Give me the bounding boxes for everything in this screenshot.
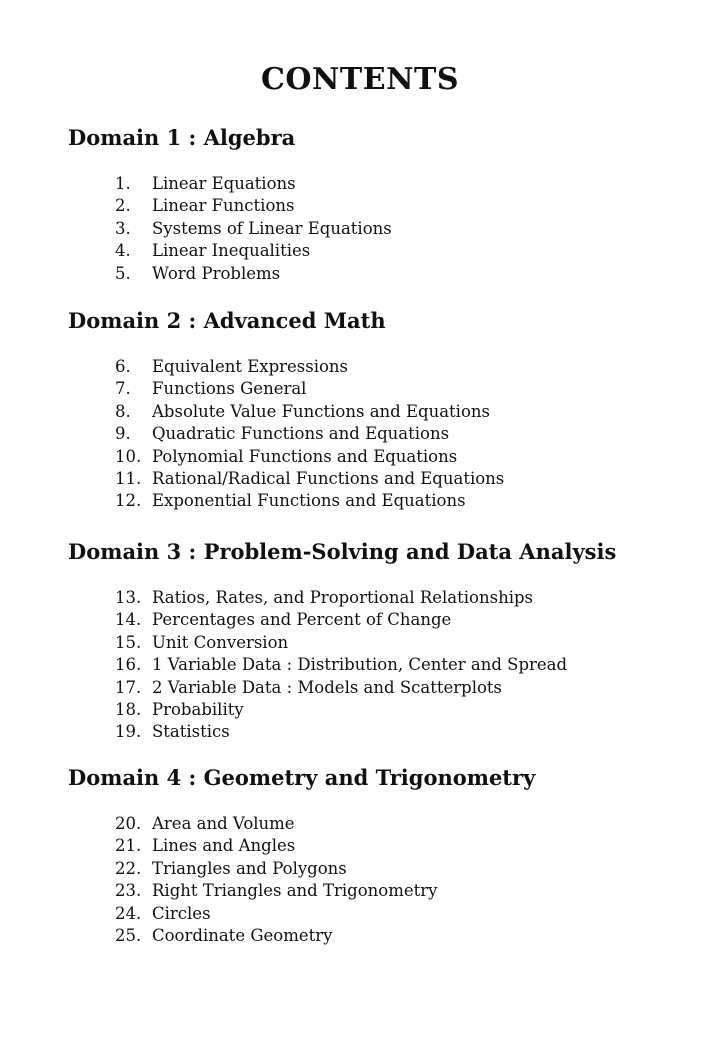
- topic-label: Linear Inequalities: [152, 241, 311, 261]
- topic-number: 16.: [115, 655, 142, 675]
- topic-number: 14.: [115, 610, 142, 630]
- domain-heading: Domain 4 : Geometry and Trigonometry: [68, 765, 536, 790]
- topic-label: 1 Variable Data : Distribution, Center and Spread: [152, 655, 568, 675]
- topic-item: [68, 446, 698, 468]
- topic-item: [68, 677, 698, 699]
- topic-number: 5.: [115, 263, 131, 283]
- topic-label: Equivalent Expressions: [152, 357, 349, 376]
- topic-number: 23.: [115, 881, 142, 901]
- topic-number: 24.: [115, 903, 142, 923]
- topic-number: 6.: [115, 357, 131, 376]
- topic-item: [68, 401, 698, 423]
- topic-number: 11.: [115, 468, 142, 488]
- topic-label: Polynomial Functions and Equations: [152, 446, 458, 466]
- topic-label: Area and Volume: [152, 814, 295, 833]
- topic-item: [68, 654, 698, 676]
- topic-label: Right Triangles and Trigonometry: [152, 881, 438, 901]
- topic-number: 8.: [115, 401, 131, 421]
- domain-section-geometry: [68, 764, 698, 947]
- topic-number: 10.: [115, 446, 142, 466]
- topic-number: 13.: [115, 588, 142, 607]
- topic-number: 25.: [115, 925, 142, 945]
- topic-item: [68, 632, 698, 654]
- topic-list: [68, 173, 698, 285]
- topic-item: [68, 240, 698, 262]
- topic-number: 2.: [115, 196, 131, 216]
- topic-item: [68, 835, 698, 857]
- topic-number: 22.: [115, 858, 142, 878]
- topic-item: [68, 858, 698, 880]
- topic-item: [68, 423, 698, 445]
- topic-number: 1.: [115, 174, 131, 193]
- topic-label: Word Problems: [152, 263, 281, 283]
- topic-number: 9.: [115, 424, 131, 444]
- topic-label: Percentages and Percent of Change: [152, 610, 452, 630]
- topic-label: 2 Variable Data : Models and Scatterplots: [152, 677, 502, 697]
- topic-number: 17.: [115, 677, 142, 697]
- domain-heading: Domain 3 : Problem-Solving and Data Analysis: [68, 539, 617, 564]
- domain-heading: Domain 2 : Advanced Math: [68, 308, 386, 333]
- page-title: CONTENTS: [260, 62, 460, 97]
- topic-label: Ratios, Rates, and Proportional Relationships: [152, 588, 534, 607]
- topic-number: 7.: [115, 379, 131, 399]
- topic-label: Quadratic Functions and Equations: [152, 424, 450, 444]
- topic-number: 20.: [115, 814, 142, 833]
- topic-label: Functions General: [152, 379, 307, 399]
- topic-item: [68, 925, 698, 947]
- topic-label: Linear Equations: [152, 174, 296, 193]
- topic-label: Rational/Radical Functions and Equations: [152, 468, 505, 488]
- domain-heading: Domain 1 : Algebra: [68, 125, 296, 150]
- topic-number: 4.: [115, 241, 131, 261]
- topic-item: [68, 587, 698, 609]
- topic-item: [68, 880, 698, 902]
- topic-item: [68, 356, 698, 378]
- topic-label: Unit Conversion: [152, 632, 289, 652]
- topic-item: [68, 813, 698, 835]
- topic-label: Absolute Value Functions and Equations: [152, 401, 490, 421]
- topic-label: Coordinate Geometry: [152, 925, 333, 945]
- topic-item: [68, 721, 698, 743]
- domain-section-problem-solving: [68, 538, 698, 744]
- topic-number: 18.: [115, 699, 142, 719]
- topic-list: [68, 356, 698, 513]
- topic-list: [68, 813, 698, 947]
- topic-item: [68, 378, 698, 400]
- topic-label: Probability: [152, 699, 244, 719]
- domain-section-algebra: [68, 124, 698, 285]
- topic-label: Statistics: [152, 722, 230, 742]
- topic-item: [68, 468, 698, 490]
- topic-number: 12.: [115, 491, 142, 511]
- topic-list: [68, 587, 698, 744]
- topic-item: [68, 609, 698, 631]
- topic-item: [68, 173, 698, 195]
- topic-label: Lines and Angles: [152, 836, 296, 856]
- topic-label: Systems of Linear Equations: [152, 218, 392, 238]
- topic-item: [68, 490, 698, 512]
- topic-number: 3.: [115, 218, 131, 238]
- domain-section-advanced-math: [68, 307, 698, 513]
- topic-item: [68, 699, 698, 721]
- topic-label: Triangles and Polygons: [152, 858, 347, 878]
- topic-label: Exponential Functions and Equations: [152, 491, 466, 511]
- topic-item: [68, 903, 698, 925]
- topic-item: [68, 263, 698, 285]
- topic-label: Linear Functions: [152, 196, 295, 216]
- topic-number: 21.: [115, 836, 142, 856]
- topic-item: [68, 218, 698, 240]
- topic-item: [68, 195, 698, 217]
- topic-number: 15.: [115, 632, 142, 652]
- topic-number: 19.: [115, 722, 142, 742]
- topic-label: Circles: [152, 903, 211, 923]
